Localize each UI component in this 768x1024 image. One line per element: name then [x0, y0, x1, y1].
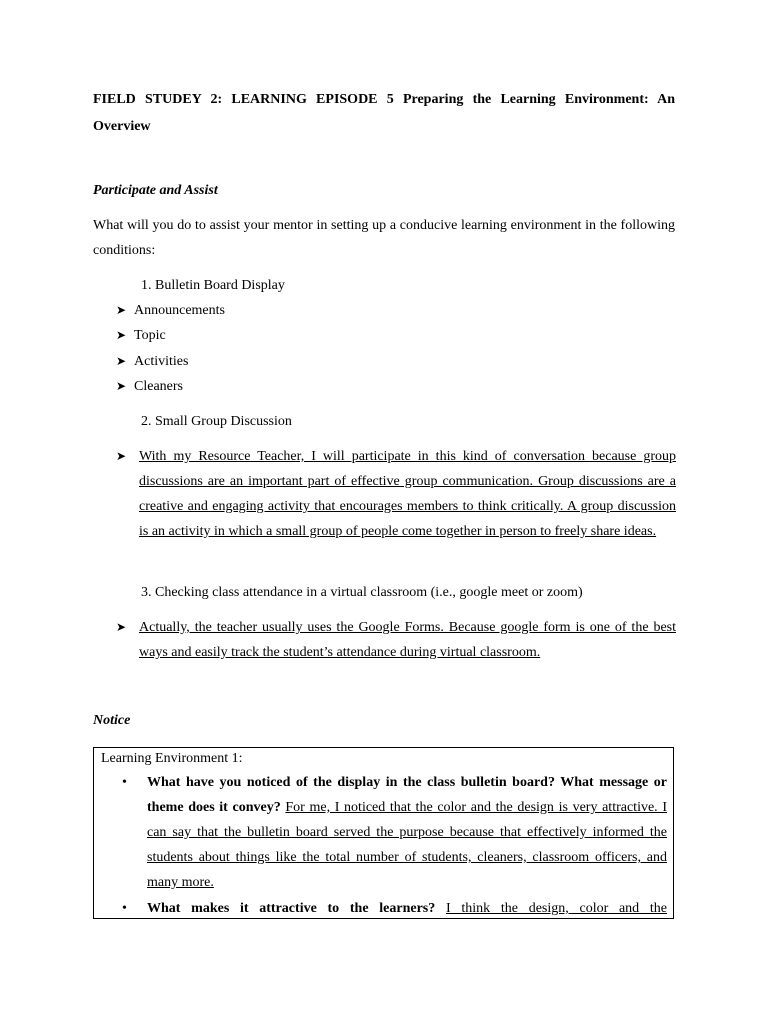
question-text: What have you noticed of the display in the class bulletin board? What message or theme does it convey?: [147, 775, 667, 815]
bullet-icon: •: [122, 901, 127, 916]
notice-box: [93, 747, 674, 919]
list-item: [116, 323, 166, 348]
arrow-bullet-icon: ➤: [116, 303, 127, 317]
bullet-text: Topic: [134, 328, 166, 343]
arrow-bullet-icon: ➤: [116, 620, 127, 634]
participate-heading: Participate and Assist: [93, 183, 218, 198]
item3-answer: Actually, the teacher usually uses the Google Forms. Because google form is one of the best ways and easily track the student’s attendance during virtual classroom.: [139, 620, 676, 660]
list-item: [116, 349, 188, 374]
bullet-text: Activities: [134, 354, 189, 369]
item2-answer: With my Resource Teacher, I will participate in this kind of conversation because group discussions are an important part of effective group communication. Group discussions are a creative and engaging activity that encourages members to think critically. A group discussion is an activity in which a small group of people come together in person to freely share ideas.: [139, 449, 676, 539]
bullet-text: Cleaners: [134, 379, 183, 394]
notice-question-2: [147, 896, 667, 919]
question-text: What makes it attractive to the learners?: [147, 901, 436, 916]
notice-question-1: [147, 770, 667, 895]
arrow-bullet-icon: ➤: [116, 354, 127, 368]
arrow-bullet-icon: ➤: [116, 328, 127, 342]
item1-label: 1. Bulletin Board Display: [141, 278, 285, 293]
answer-text: For me, I noticed that the color and the design is very attractive. I can say that the bulletin board served the purpose because that effectively informed the students about things like the total number of students, cleaners, classroom officers, and many more.: [147, 800, 667, 890]
item3-answer-block: [116, 615, 676, 665]
document-title: FIELD STUDEY 2: LEARNING EPISODE 5 Preparing the Learning Environment: An Overview: [93, 92, 675, 134]
box-label: Learning Environment 1:: [101, 751, 243, 766]
answer-text: I think the design, color and the: [446, 901, 668, 916]
participate-intro: What will you do to assist your mentor in setting up a conducive learning environment in the following conditions:: [93, 218, 675, 258]
notice-heading: Notice: [93, 713, 131, 728]
list-item: [116, 374, 183, 399]
arrow-bullet-icon: ➤: [116, 449, 127, 463]
item2-label: 2. Small Group Discussion: [141, 414, 292, 429]
item2-answer-block: [116, 444, 676, 544]
list-item: [116, 298, 225, 323]
bullet-icon: •: [122, 775, 127, 790]
arrow-bullet-icon: ➤: [116, 379, 127, 393]
item3-label: 3. Checking class attendance in a virtual classroom (i.e., google meet or zoom): [141, 585, 583, 600]
bullet-text: Announcements: [134, 303, 225, 318]
